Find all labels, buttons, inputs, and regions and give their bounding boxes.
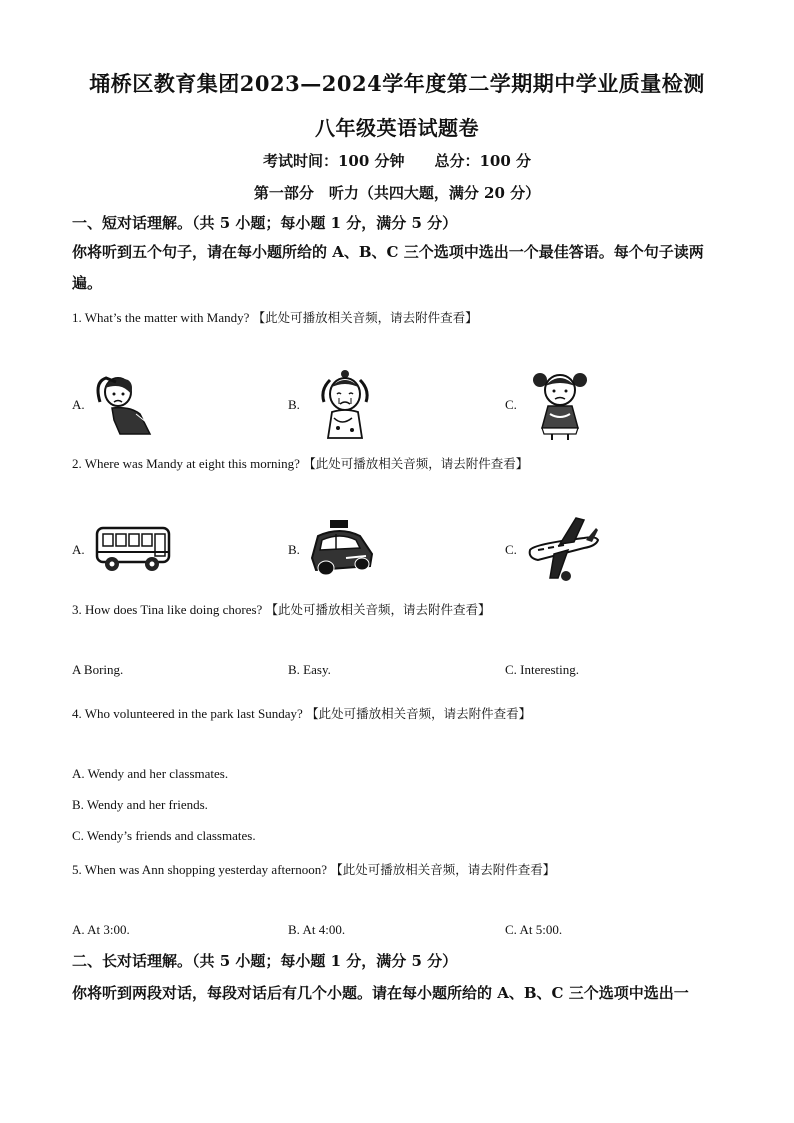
option-a[interactable]: A. At 3:00. <box>72 922 130 937</box>
audio-link[interactable]: 【此处可播放相关音频，请去附件查看】 <box>306 706 532 721</box>
section2-instruction: 你将听到两段对话，每段对话后有几个小题。请在每小题所给的 A、B、C 三个选项中选出一 <box>72 984 689 1002</box>
question-text: 2. Where was Mandy at eight this morning? <box>72 456 300 471</box>
question-text: 4. Who volunteered in the park last Sunday? <box>72 706 303 721</box>
question-text: 3. How does Tina like doing chores? <box>72 602 263 617</box>
option-a[interactable]: A. Wendy and her classmates. <box>72 766 229 781</box>
crying-girl-icon <box>310 368 380 440</box>
audio-link[interactable]: 【此处可播放相关音频，请去附件查看】 <box>330 862 556 877</box>
option-b[interactable]: B. At 4:00. <box>288 922 346 937</box>
question-text: 5. When was Ann shopping yesterday afternoon? <box>72 862 328 877</box>
option-label[interactable]: C. <box>505 397 517 412</box>
stomachache-girl-icon <box>528 368 592 440</box>
audio-link[interactable]: 【此处可播放相关音频，请去附件查看】 <box>303 456 529 471</box>
question-1 <box>72 308 478 326</box>
option-label[interactable]: A. <box>72 542 85 557</box>
bus-icon <box>94 524 174 574</box>
option-label[interactable]: C. <box>505 542 517 557</box>
option-c[interactable]: C. Wendy’s friends and classmates. <box>72 828 256 843</box>
question-4 <box>72 704 531 722</box>
question-3 <box>72 600 491 618</box>
question-text: 1. What’s the matter with Mandy? <box>72 310 250 325</box>
page-title: 埇桥区教育集团2023—2024学年度第二学期期中学业质量检测 <box>89 71 705 96</box>
section2-heading: 二、长对话理解。（共 5 小题；每小题 1 分，满分 5 分） <box>72 952 458 970</box>
option-label[interactable]: B. <box>288 397 300 412</box>
option-b[interactable]: B. Wendy and her friends. <box>72 797 208 812</box>
option-c[interactable]: C. Interesting. <box>505 662 580 677</box>
part-heading: 第一部分 听力（共四大题，满分 20 分） <box>253 184 541 202</box>
option-b[interactable]: B. Easy. <box>288 662 331 677</box>
section1-instruction: 你将听到五个句子，请在每小题所给的 A、B、C 三个选项中选出一个最佳答语。每个句子读两遍。 <box>72 243 704 292</box>
question-5 <box>72 860 555 878</box>
taxi-icon <box>306 518 378 578</box>
option-label[interactable]: B. <box>288 542 300 557</box>
audio-link[interactable]: 【此处可播放相关音频，请去附件查看】 <box>265 602 491 617</box>
question-2 <box>72 454 528 472</box>
page-subtitle: 八年级英语试题卷 <box>315 116 479 140</box>
audio-link[interactable]: 【此处可播放相关音频，请去附件查看】 <box>252 310 478 325</box>
exam-info: 考试时间：100 分钟 总分：100 分 <box>262 152 532 170</box>
section1-heading: 一、短对话理解。（共 5 小题；每小题 1 分，满分 5 分） <box>72 214 458 232</box>
airplane-icon <box>524 516 600 584</box>
option-c[interactable]: C. At 5:00. <box>505 922 563 937</box>
option-a[interactable]: A Boring. <box>72 662 124 677</box>
option-label[interactable]: A. <box>72 397 85 412</box>
headache-girl-icon <box>92 372 158 436</box>
